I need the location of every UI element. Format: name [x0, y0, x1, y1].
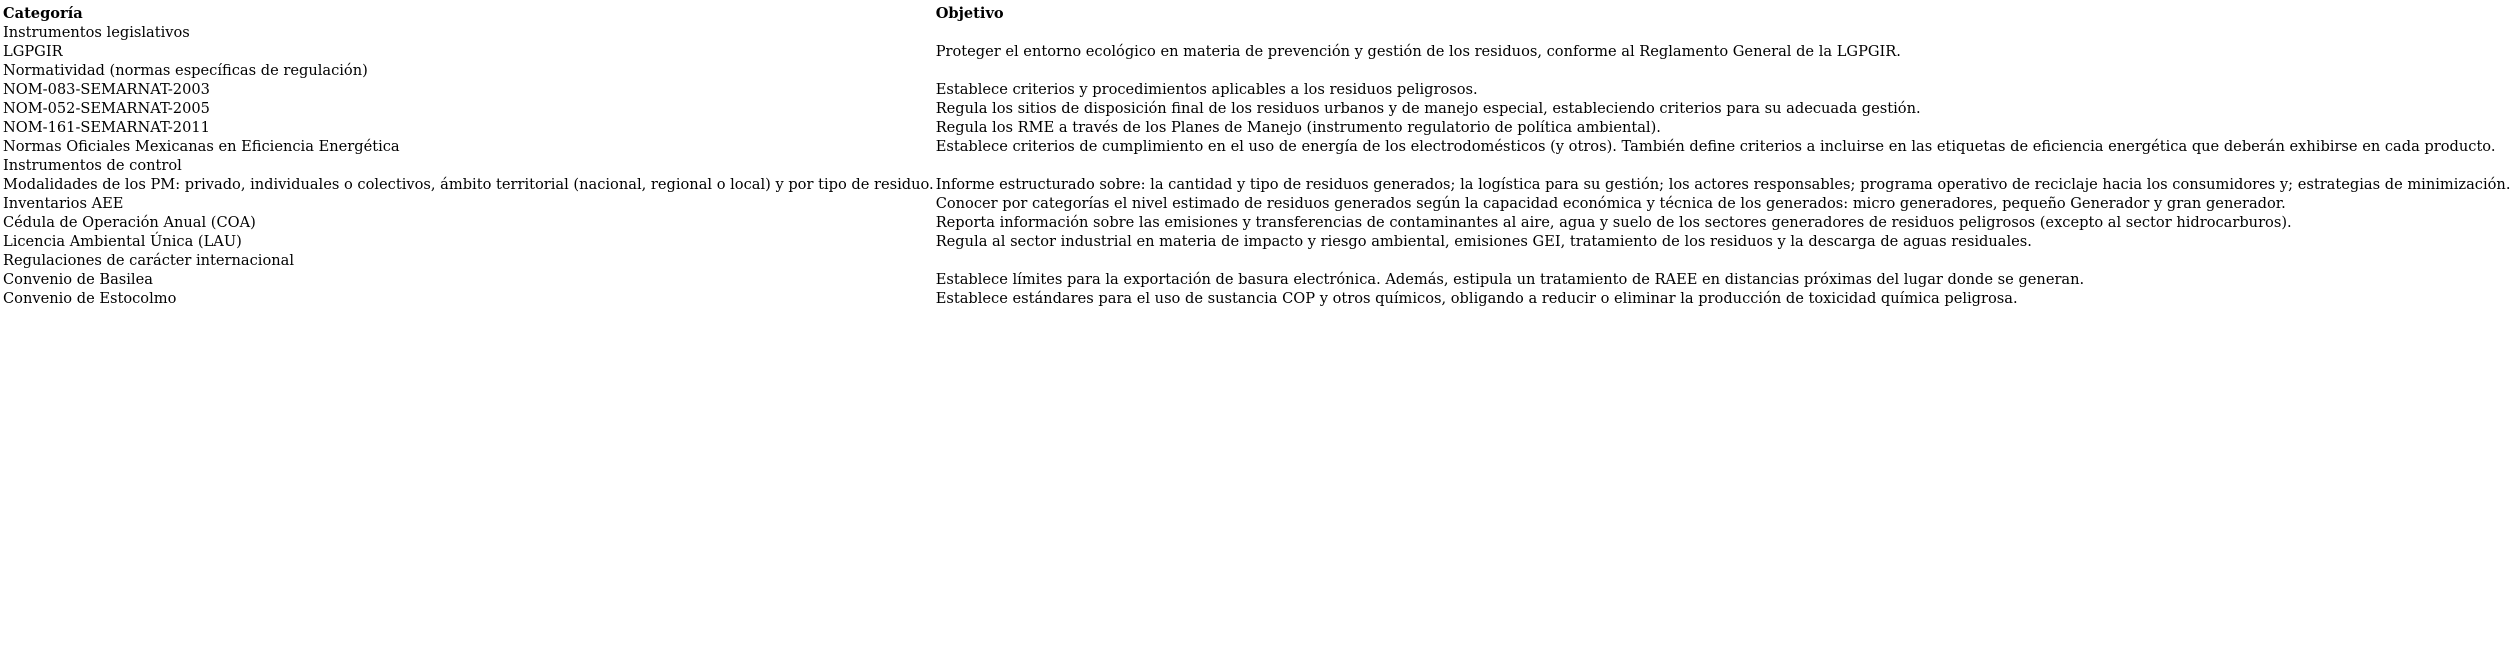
cell-categoria: Cédula de Operación Anual (COA) [3, 214, 256, 231]
table-row [2, 194, 2511, 213]
cell-categoria: Inventarios AEE [3, 195, 124, 212]
table-row [2, 156, 2511, 175]
table-row [2, 213, 2511, 232]
cell-categoria: LGPGIR [3, 43, 63, 60]
cell-categoria: Normatividad (normas específicas de regulación) [3, 62, 368, 79]
table-row [2, 42, 2511, 61]
cell-categoria: Convenio de Basilea [3, 271, 153, 288]
table-row [2, 23, 2511, 42]
cell-categoria: NOM-083-SEMARNAT-2003 [3, 81, 210, 98]
cell-objetivo: Regula los sitios de disposición final de los residuos urbanos y de manejo especial, estableciendo criterios para su adecuada gestión. [935, 100, 1921, 117]
cell-objetivo: Establece criterios de cumplimiento en el uso de energía de los electrodomésticos (y otros). También define criterios a incluirse en las etiquetas de eficiencia energética que deberán exhibirse en cada producto. [935, 138, 2496, 155]
table-row [2, 175, 2511, 194]
table-row [2, 270, 2511, 289]
cell-categoria: Convenio de Estocolmo [3, 290, 177, 307]
cell-categoria: Regulaciones de carácter internacional [3, 252, 295, 269]
table-row [2, 61, 2511, 80]
cell-objetivo: Reporta información sobre las emisiones y transferencias de contaminantes al aire, agua y suelo de los sectores generadores de residuos peligrosos (excepto al sector hidrocarburos). [935, 214, 2292, 231]
header-categoria: Categoría [3, 5, 83, 22]
table-header [2, 4, 2511, 23]
cell-categoria: Licencia Ambiental Única (LAU) [3, 233, 242, 250]
table-row [2, 251, 2511, 270]
header-row [2, 4, 2511, 23]
cell-objetivo [935, 23, 2511, 42]
table-row [2, 118, 2511, 137]
cell-objetivo [935, 251, 2511, 270]
table-row [2, 232, 2511, 251]
table-row [2, 99, 2511, 118]
cell-objetivo: Establece criterios y procedimientos aplicables a los residuos peligrosos. [935, 81, 1478, 98]
cell-objetivo: Proteger el entorno ecológico en materia de prevención y gestión de los residuos, conforme al Reglamento General de la LGPGIR. [935, 43, 1901, 60]
table-row [2, 80, 2511, 99]
cell-objetivo [935, 61, 2511, 80]
cell-categoria: NOM-052-SEMARNAT-2005 [3, 100, 210, 117]
cell-objetivo: Conocer por categorías el nivel estimado de residuos generados según la capacidad económica y técnica de los generados: micro generadores, pequeño Generador y gran generador. [935, 195, 2286, 212]
cell-categoria: Normas Oficiales Mexicanas en Eficiencia Energética [3, 138, 400, 155]
cell-objetivo: Informe estructurado sobre: la cantidad y tipo de residuos generados; la logística para su gestión; los actores responsables; programa operativo de reciclaje hacia los consumidores y; estrategias de minimización. [935, 176, 2511, 193]
regulation-table [2, 4, 2511, 308]
cell-categoria: Instrumentos legislativos [3, 24, 190, 41]
header-objetivo: Objetivo [935, 5, 1004, 22]
table-body [2, 23, 2511, 308]
cell-objetivo: Establece límites para la exportación de basura electrónica. Además, estipula un tratamiento de RAEE en distancias próximas del lugar donde se generan. [935, 271, 2085, 288]
cell-objetivo: Regula al sector industrial en materia de impacto y riesgo ambiental, emisiones GEI, tratamiento de los residuos y la descarga de aguas residuales. [935, 233, 2032, 250]
cell-objetivo: Regula los RME a través de los Planes de Manejo (instrumento regulatorio de política ambiental). [935, 119, 1661, 136]
cell-objetivo: Establece estándares para el uso de sustancia COP y otros químicos, obligando a reducir o eliminar la producción de toxicidad química peligrosa. [935, 290, 2018, 307]
cell-categoria: Instrumentos de control [3, 157, 182, 174]
table-row [2, 289, 2511, 308]
cell-categoria: Modalidades de los PM: privado, individuales o colectivos, ámbito territorial (nacional, regional o local) y por tipo de residuo. [3, 176, 934, 193]
table-row [2, 137, 2511, 156]
cell-objetivo [935, 156, 2511, 175]
cell-categoria: NOM-161-SEMARNAT-2011 [3, 119, 210, 136]
